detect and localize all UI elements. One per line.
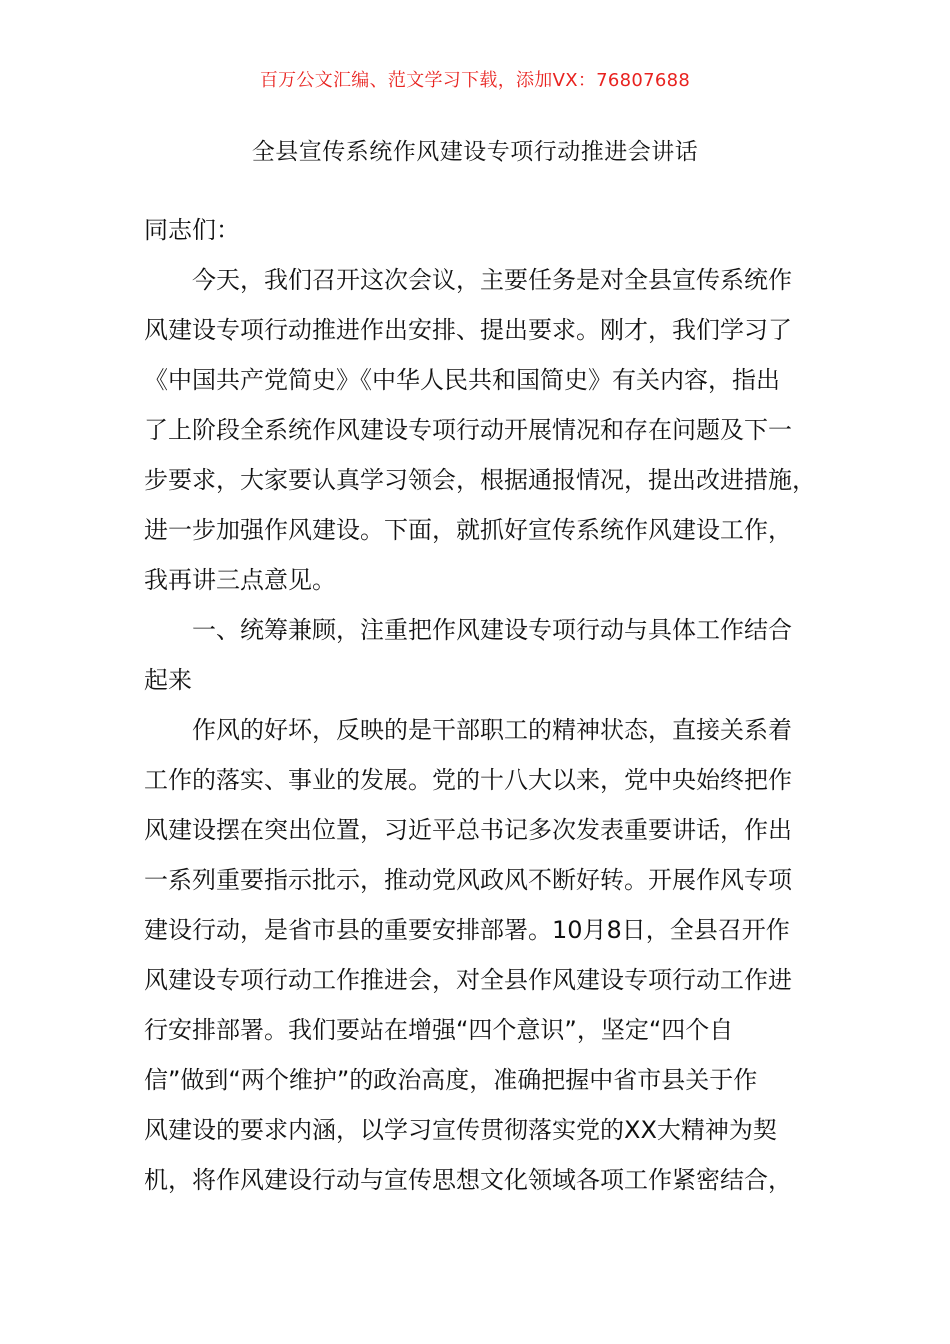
watermark-banner: 百万公文汇编、范文学习下载，添加VX：76807688 [259, 70, 691, 91]
paragraph-line: 一系列重要指示批示，推动党风政风不断好转。开展作风专项 [144, 866, 792, 894]
document-body [144, 205, 834, 1205]
section-heading-line: 一、统筹兼顾，注重把作风建设专项行动与具体工作结合 [192, 616, 792, 644]
paragraph-line: 我再讲三点意见。 [144, 566, 336, 594]
paragraph-line: 风建设专项行动推进作出安排、提出要求。刚才，我们学习了 [144, 316, 792, 344]
paragraph-line: 今天，我们召开这次会议，主要任务是对全县宣传系统作 [192, 266, 792, 294]
document-title: 全县宣传系统作风建设专项行动推进会讲话 [251, 139, 699, 165]
paragraph-line: 风建设专项行动工作推进会，对全县作风建设专项行动工作进 [144, 966, 792, 994]
paragraph-line: 机，将作风建设行动与宣传思想文化领域各项工作紧密结合， [144, 1166, 792, 1194]
paragraph-line: 风建设摆在突出位置，习近平总书记多次发表重要讲话，作出 [144, 816, 792, 844]
paragraph-line: 信”做到“两个维护”的政治高度，准确把握中省市县关于作 [144, 1066, 758, 1094]
paragraph-line: 风建设的要求内涵，以学习宣传贯彻落实党的XX大精神为契 [144, 1116, 777, 1144]
section-heading-line: 起来 [144, 666, 192, 694]
paragraph-line: 了上阶段全系统作风建设专项行动开展情况和存在问题及下一 [144, 416, 792, 444]
paragraph-line: 建设行动，是省市县的重要安排部署。10月8日，全县召开作 [144, 916, 790, 944]
paragraph-line: 《中国共产党简史》《中华人民共和国简史》有关内容，指出 [144, 366, 780, 394]
paragraph-line: 行安排部署。我们要站在增强“四个意识”，坚定“四个自 [144, 1016, 734, 1044]
paragraph-line: 作风的好坏，反映的是干部职工的精神状态，直接关系着 [192, 716, 792, 744]
salutation-line: 同志们： [144, 216, 240, 244]
paragraph-line: 工作的落实、事业的发展。党的十八大以来，党中央始终把作 [144, 766, 792, 794]
paragraph-line: 步要求，大家要认真学习领会，根据通报情况，提出改进措施， [144, 466, 816, 494]
paragraph-line: 进一步加强作风建设。下面，就抓好宣传系统作风建设工作， [144, 516, 792, 544]
